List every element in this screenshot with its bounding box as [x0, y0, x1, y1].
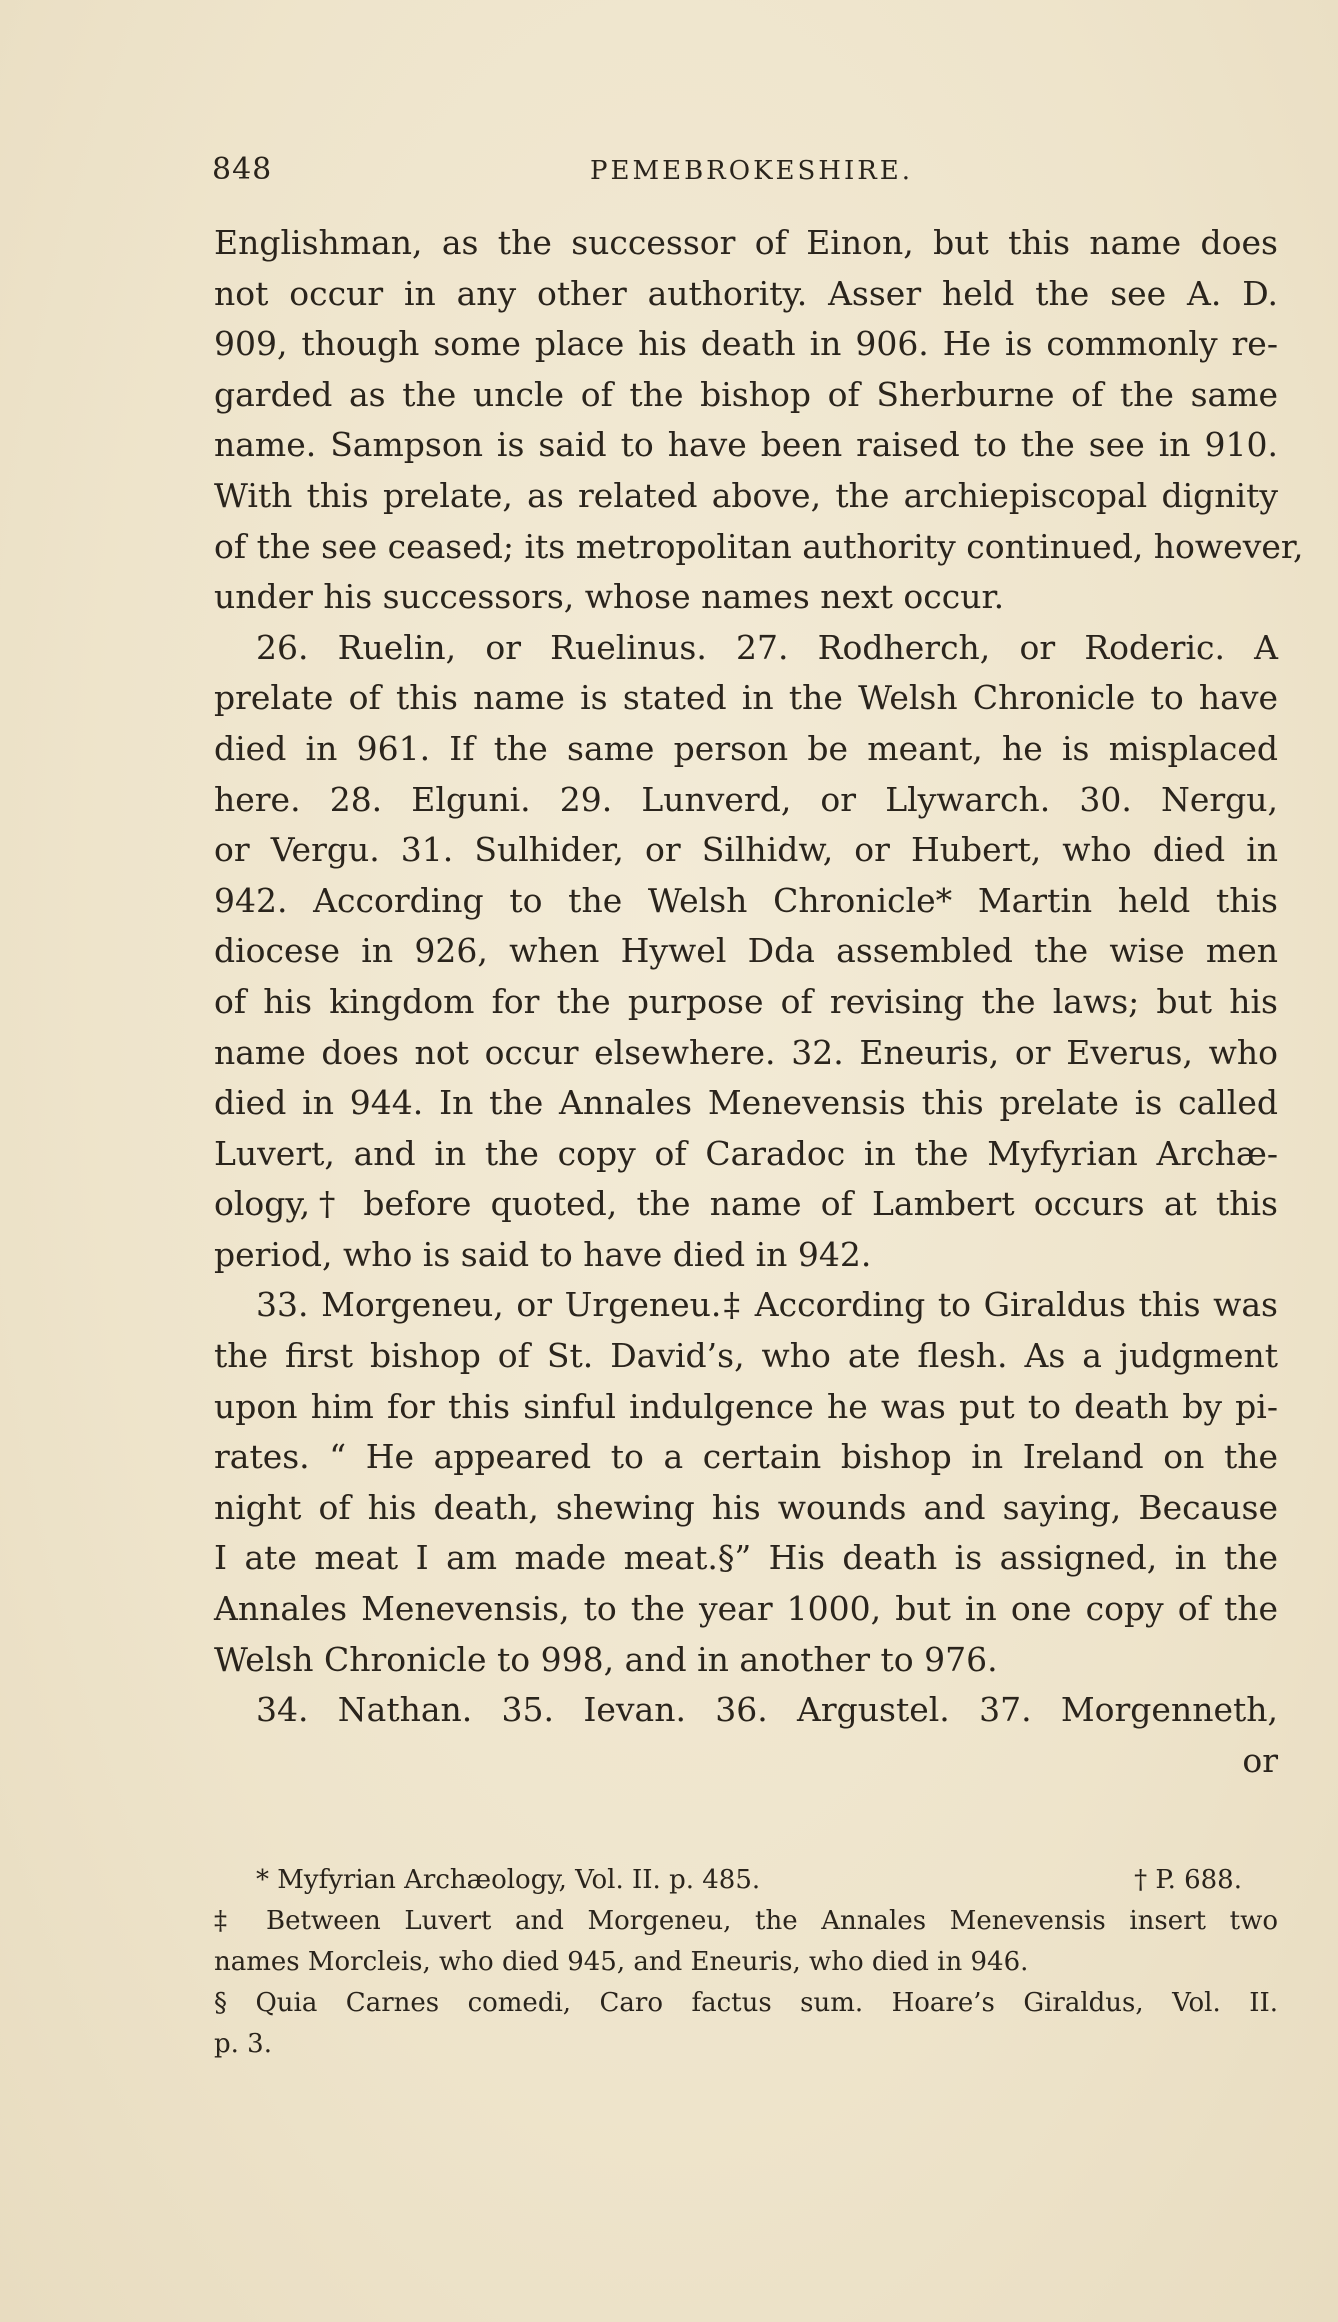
text-line: With this prelate, as related above, the archiepiscopal dignity: [214, 475, 1278, 515]
text-line: rates. “ He appeared to a certain bishop in Ireland on the: [214, 1437, 1278, 1477]
text-line: garded as the uncle of the bishop of Sherburne of the same: [214, 374, 1278, 414]
text-line: or Vergu. 31. Sulhider, or Silhidw, or Hubert, who died in: [214, 830, 1278, 870]
running-head: PEMEBROKESHIRE.: [590, 156, 914, 186]
text-line: ology,† before quoted, the name of Lambert occurs at this: [214, 1184, 1278, 1224]
text-line: 942. According to the Welsh Chronicle* Martin held this: [214, 880, 1278, 920]
text-line: 34. Nathan. 35. Ievan. 36. Argustel. 37. Morgenneth,: [256, 1690, 1278, 1730]
text-line: the first bishop of St. David’s, who ate flesh. As a judgment: [214, 1336, 1278, 1376]
text-line: name. Sampson is said to have been raised to the see in 910.: [214, 425, 1278, 465]
page-header: [212, 152, 1282, 192]
footnote-2: † P. 688.: [1134, 1865, 1242, 1895]
text-line: name does not occur elsewhere. 32. Eneuris, or Everus, who: [214, 1032, 1278, 1072]
text-line: under his successors, whose names next occur.: [214, 577, 1005, 617]
text-line: died in 961. If the same person be meant, he is misplaced: [214, 728, 1278, 768]
page-number: 848: [212, 152, 273, 187]
footnote-4-line: § Quia Carnes comedi, Caro factus sum. Hoare’s Giraldus, Vol. II.: [214, 1988, 1278, 2018]
text-line: night of his death, shewing his wounds and saying, Because: [214, 1487, 1278, 1527]
text-line: 909, though some place his death in 906. He is commonly re-: [214, 324, 1278, 364]
catchword: or: [1242, 1740, 1278, 1780]
main-text: [214, 218, 1304, 1786]
text-line: period, who is said to have died in 942.: [214, 1234, 872, 1274]
footnote-row: [214, 1860, 1278, 1901]
text-line: 33. Morgeneu, or Urgeneu.‡ According to Giraldus this was: [256, 1285, 1278, 1325]
text-line: not occur in any other authority. Asser held the see A. D.: [214, 273, 1278, 313]
text-line: of his kingdom for the purpose of revising the laws; but his: [214, 981, 1278, 1021]
text-line: here. 28. Elguni. 29. Lunverd, or Llywarch. 30. Nergu,: [214, 779, 1278, 819]
text-line: Annales Menevensis, to the year 1000, but in one copy of the: [214, 1589, 1278, 1629]
text-line: Englishman, as the successor of Einon, but this name does: [214, 223, 1278, 262]
footnote-3-line: names Morcleis, who died 945, and Eneuris, who died in 946.: [214, 1947, 1029, 1977]
text-line: I ate meat I am made meat.§” His death is assigned, in the: [214, 1538, 1278, 1578]
footnotes: [214, 1860, 1278, 2065]
text-line: died in 944. In the Annales Menevensis this prelate is called: [214, 1083, 1278, 1123]
text-line: of the see ceased; its metropolitan authority continued, however,: [214, 526, 1304, 566]
text-line: 26. Ruelin, or Ruelinus. 27. Rodherch, or Roderic. A: [256, 627, 1278, 667]
text-line: upon him for this sinful indulgence he was put to death by pi-: [214, 1386, 1278, 1426]
text-line: Luvert, and in the copy of Caradoc in the Myfyrian Archæ-: [214, 1133, 1278, 1173]
footnote-4-line: p. 3.: [214, 2029, 272, 2059]
text-line: diocese in 926, when Hywel Dda assembled the wise men: [214, 931, 1278, 971]
text-line: Welsh Chronicle to 998, and in another to 976.: [214, 1639, 998, 1679]
footnote-1: * Myfyrian Archæology, Vol. II. p. 485.: [256, 1865, 761, 1895]
footnote-3-line: ‡ Between Luvert and Morgeneu, the Annales Menevensis insert two: [214, 1906, 1278, 1936]
text-line: prelate of this name is stated in the Welsh Chronicle to have: [214, 678, 1278, 718]
